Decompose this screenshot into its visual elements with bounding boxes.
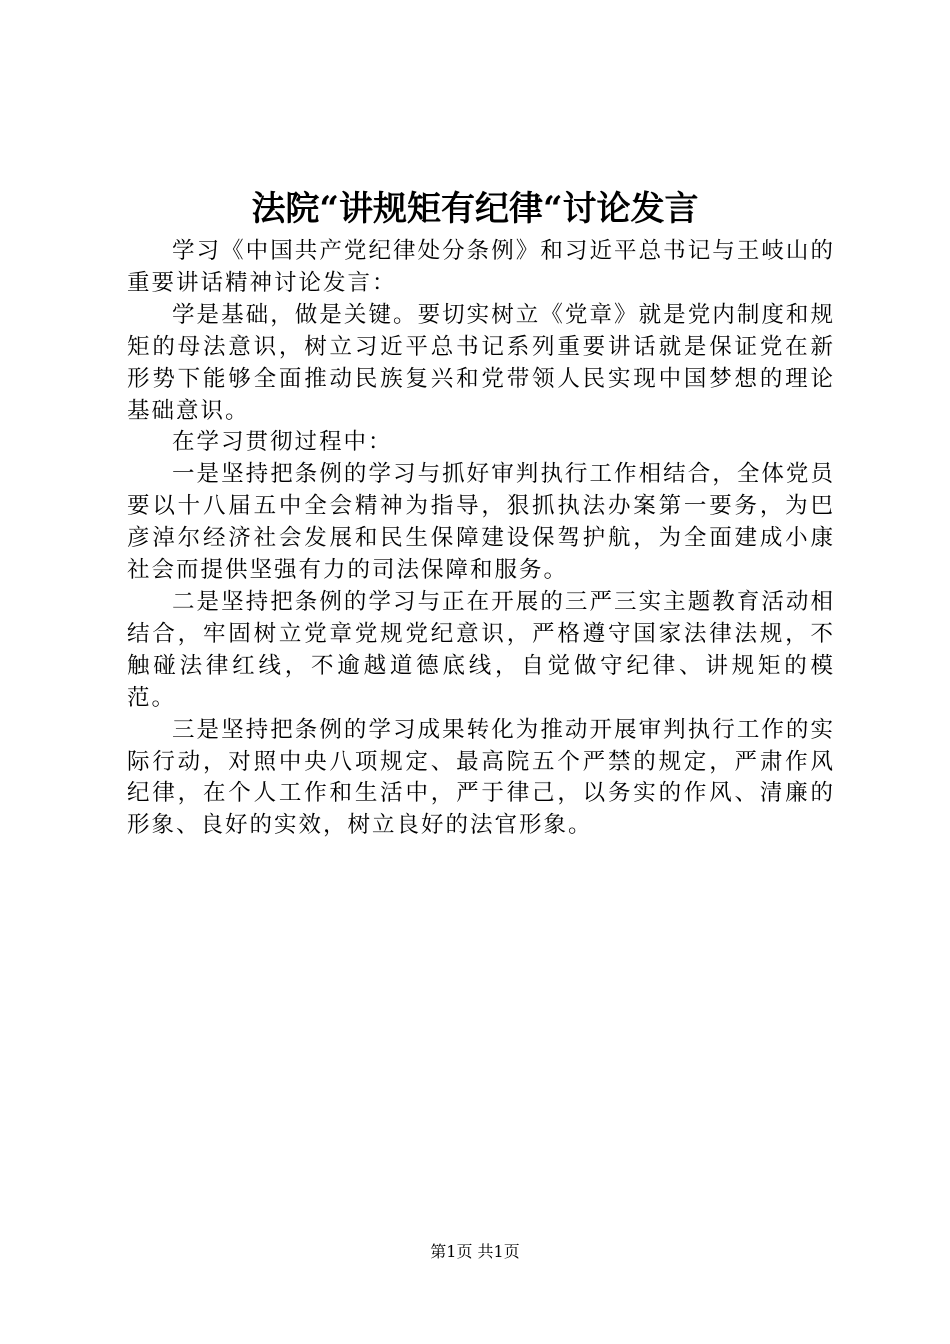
paragraph-point-three: 三是坚持把条例的学习成果转化为推动开展审判执行工作的实际行动，对照中央八项规定、最高院五个严禁的规定，严肃作风纪律，在个人工作和生活中，严于律己，以务实的作风、清廉的形象、良好的实效，树立良好的法官形象。 xyxy=(127,716,835,839)
page-footer: 第1页 共1页 xyxy=(430,1242,520,1261)
paragraph-foundation: 学是基础，做是关键。要切实树立《党章》就是党内制度和规矩的母法意识，树立习近平总书记系列重要讲话就是保证党在新形势下能够全面推动民族复兴和党带领人民实现中国梦想的理论基础意识。 xyxy=(127,301,835,424)
paragraph-point-two: 二是坚持把条例的学习与正在开展的三严三实主题教育活动相结合，牢固树立党章党规党纪意识，严格遵守国家法律法规，不触碰法律红线，不逾越道德底线，自觉做守纪律、讲规矩的模范。 xyxy=(127,588,835,711)
paragraph-point-one: 一是坚持把条例的学习与抓好审判执行工作相结合，全体党员要以十八届五中全会精神为指导，狠抓执法办案第一要务，为巴彦淖尔经济社会发展和民生保障建设保驾护航，为全面建成小康社会而提供坚强有力的司法保障和服务。 xyxy=(127,461,835,584)
paragraph-process: 在学习贯彻过程中： xyxy=(172,429,393,456)
document-title: 法院“讲规矩有纪律“讨论发言 xyxy=(251,189,699,229)
document-body xyxy=(127,236,835,842)
paragraph-intro: 学习《中国共产党纪律处分条例》和习近平总书记与王岐山的重要讲话精神讨论发言： xyxy=(127,238,835,296)
